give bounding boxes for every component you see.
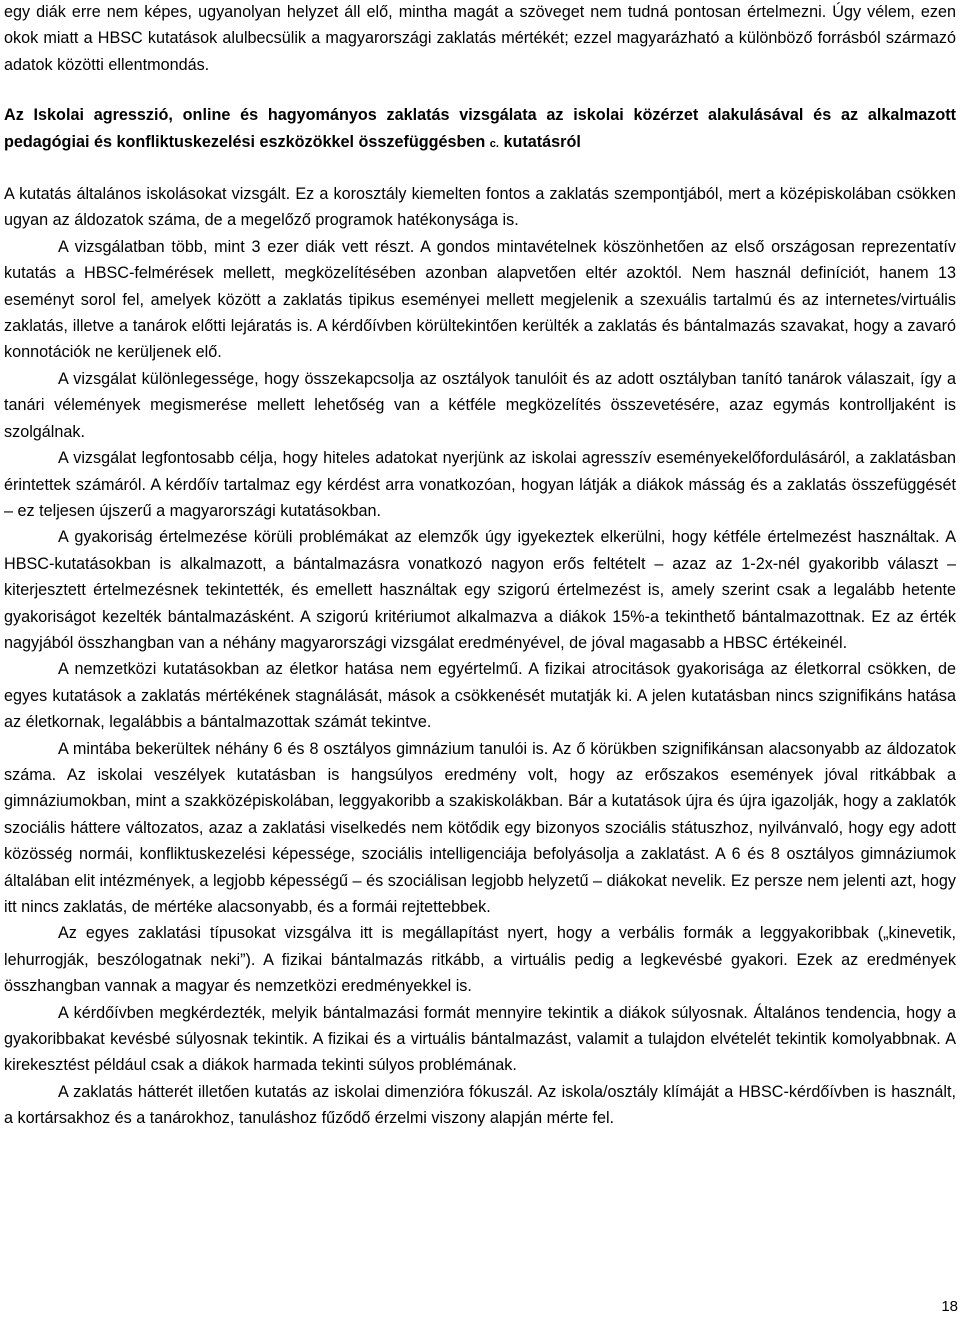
body-paragraph: A kérdőívben megkérdezték, melyik bántalmazási formát mennyire tekintik a diákok súlyosnak. Általános tendencia, hogy a gyakoribbakat kevésbé súlyosnak tekintik. A fizikai és a virtuális bántalmazást, valamit a tulajdon elvételét tekintik komolyabbnak. A kirekesztést például csak a diákok harmada tekinti súlyos problémának. [4,1003,956,1075]
body-paragraph: A kutatás általános iskolásokat vizsgált. Ez a korosztály kiemelten fontos a zaklatás szempontjából, mert a középiskolában csökken ugyan az áldozatok száma, de a megelőző programok hatékonysága is. [4,185,956,230]
section-heading-c: c. [489,137,499,150]
body-paragraph: A gyakoriság értelmezése körüli problémákat az elemzők úgy igyekeztek elkerülni, hogy kétféle értelmezést használtak. A HBSC-kutatásokban is alkalmazott, a bántalmazásra vonatkozó nagyon erős feltételt – azaz az 1-2x-nél gyakoribb választ – kiterjesztett értelmezésnek tekintették, és emellett használtak egy szigorú értelmezést is, amely szerint csak a legalább hetente gyakoriságot kezelték bántalmazásként. A szigorú kritériumot alkalmazva a diákok 15%-a tekinthető bántalmazottnak. Ez az érték nagyjából összhangban van a néhány magyarországi vizsgálat eredményével, de jóval magasabb a HBSC értékeinél. [4,528,956,652]
section-heading-main: Az Iskolai agresszió, online és hagyományos zaklatás vizsgálata az iskolai közérzet alakulásával és az alkalmazott pedagógiai és konfliktuskezelési eszközökkel összefüggésben [4,106,956,151]
body-paragraph: A vizsgálat különlegessége, hogy összekapcsolja az osztályok tanulóit és az adott osztályban tanító tanárok válaszait, így a tanári vélemények megismerése mellett lehetőség van a kétféle megközelítés összevetésére, azaz egymás kontrolljaként is szolgálnak. [4,369,956,441]
body-paragraph: A vizsgálatban több, mint 3 ezer diák vett részt. A gondos mintavételnek köszönhetően az első országosan reprezentatív kutatás a HBSC-felmérések mellett, megközelítésében azonban alapvetően eltér azoktól. Nem használ definíciót, hanem 13 eseményt sorol fel, amelyek között a zaklatás tipikus eseményei mellett megjelenik a szexuális tartalmú és az internetes/virtuális zaklatás, illetve a tanárok előtti lejáratás is. A kérdőívben körültekintően kerülték a zaklatás és bántalmazás szavakat, hogy a zavaró konnotációk ne kerüljenek elő. [4,237,956,362]
body-paragraph: Az egyes zaklatási típusokat vizsgálva itt is megállapítást nyert, hogy a verbális formák a leggyakoribbak („kinevetik, lehurrogják, beszólogatnak neki”). A fizikai bántalmazás ritkább, a virtuális pedig a legkevésbé gyakori. Ezek az eredmények összhangban vannak a magyar és nemzetközi eredményekkel is. [4,924,956,996]
spacer [4,78,956,102]
document-page [4,0,956,1132]
section-heading-suffix: kutatásról [498,132,581,151]
body-paragraph: A zaklatás hátterét illetően kutatás az iskolai dimenzióra fókuszál. Az iskola/osztály klímáját a HBSC-kérdőívben is használt, a kortársakhoz és a tanárokhoz, tanuláshoz fűződő érzelmi viszony alapján mérte fel. [4,1082,956,1128]
page-number: 18 [941,1298,958,1315]
body-paragraph: A vizsgálat legfontosabb célja, hogy hiteles adatokat nyerjünk az iskolai agresszív eseményekelőfordulásáról, a zaklatásban érintettek számáról. A kérdőív tartalmaz egy kérdést arra vonatkozóan, hogyan látják a diákok másság és a zaklatás összefüggését – ez teljesen újszerű a magyarországi kutatásokban. [4,449,956,520]
intro-paragraph: egy diák erre nem képes, ugyanolyan helyzet áll elő, mintha magát a szöveget nem tudná pontosan értelmezni. Úgy vélem, ezen okok miatt a HBSC kutatások alulbecsülik a magyarországi zaklatás mértékét; ezzel magyarázható a különböző forrásból származó adatok közötti ellentmondás. [4,3,956,74]
section-heading [4,102,956,157]
body-paragraph: A mintába bekerültek néhány 6 és 8 osztályos gimnázium tanulói is. Az ő körükben szignifikánsan alacsonyabb az áldozatok száma. Az iskolai veszélyek kutatásban is hangsúlyos eredmény volt, hogy az erőszakos események jóval ritkábbak a gimnáziumokban, mint a szakközépiskolában, leggyakoribb a szakiskolákban. Bár a kutatások újra és újra igazolják, hogy a zaklatók szociális háttere változatos, azaz a zaklatási viselkedés nem kötődik egy bizonyos szociális státuszhoz, nyilvánvaló, hogy egy adott közösség normái, konfliktuskezelési képessége, szociális intelligenciája befolyásolja a zaklatást. A 6 és 8 osztályos gimnáziumok általában elit intézmények, a legjobb képességű – és szociálisan legjobb helyzetű – diákokat nevelik. Ez persze nem jelenti azt, hogy itt nincs zaklatás, de mértéke alacsonyabb, és a formái rejtettebbek. [4,739,956,916]
spacer [4,157,956,181]
body-paragraph: A nemzetközi kutatásokban az életkor hatása nem egyértelmű. A fizikai atrocitások gyakorisága az életkorral csökken, de egyes kutatások a zaklatás mértékének stagnálását, mások a csökkenését mutatják ki. A jelen kutatásban nincs szignifikáns hatása az életkornak, legalábbis a bántalmazottak számát tekintve. [4,660,956,732]
